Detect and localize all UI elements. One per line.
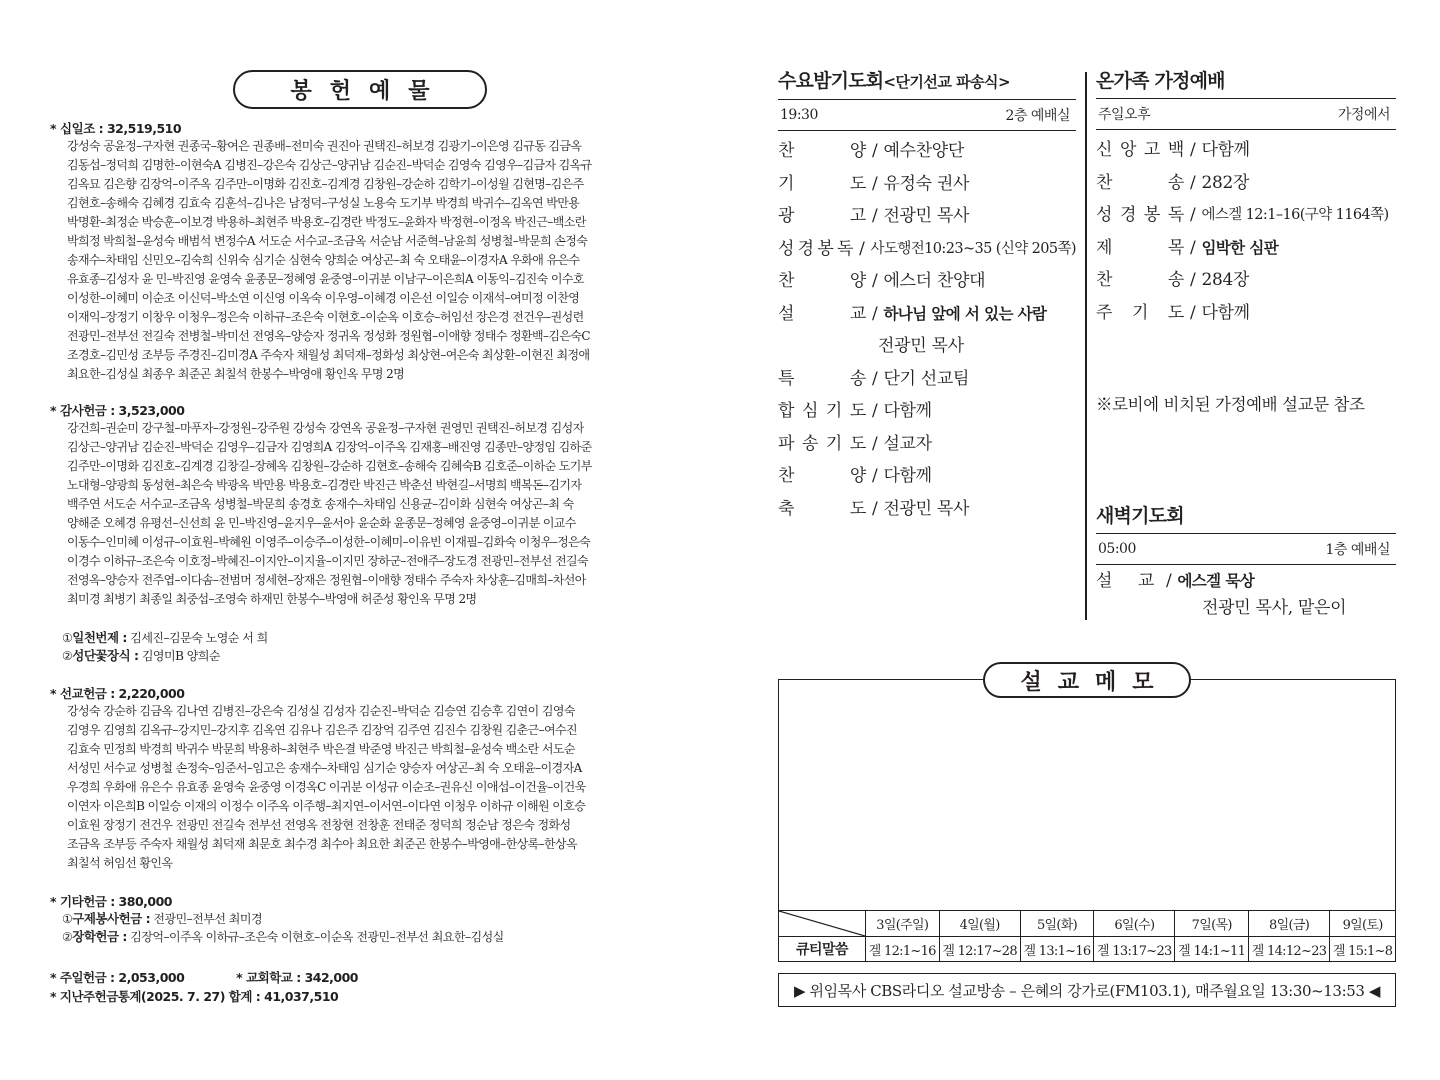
name-line: 조경호–김민성 조부등 주경진–김미경A 주숙자 채월성 최덕재–정화성 최상현–여은숙 최상환–이현진 최정애 — [67, 348, 590, 362]
name-line: 김옥묘 김은향 김장억–이주옥 김주만–이명화 김진호–김계경 김창원–강순하 김학기–이성월 김현명–김은주 — [67, 177, 584, 191]
item-number: ② — [62, 930, 73, 944]
thanks-section — [50, 402, 660, 609]
tithe-heading: 십일조 : 32,519,510 — [60, 121, 182, 136]
name-line: 김효숙 민정희 박경희 박귀수 박문희 박용하–최현주 박은결 박준영 박진근 박희철–윤성숙 백소란 서도순 — [67, 742, 575, 756]
order-label: 합 심 기 도 — [778, 401, 866, 421]
name-line: 김동섭–정덕희 김명한–이현숙A 김병진–강은숙 김상근–양귀남 김순진–박덕순 김영숙 김영우–김금자 김옥규 — [67, 158, 592, 172]
sub-offering-names: 전광민–전부선 최미경 — [150, 912, 263, 926]
offering-stats — [50, 968, 660, 1006]
order-label: 신 앙 고 백 — [1096, 140, 1184, 160]
sub-offering-label: 일천번제 : — [72, 630, 127, 645]
order-label: 축 도 — [778, 498, 866, 519]
dawn-label: 설 교 — [1096, 571, 1154, 591]
order-value: 예수찬양단 — [883, 141, 965, 161]
qt-day: 6일(수) — [1094, 911, 1175, 937]
dawn-time: 05:00 — [1098, 541, 1136, 557]
name-line: 노대형–양광희 동성현–최은숙 박광옥 박만용 박용호–김경란 박진근 박춘선 박현길–서명희 백복돈–김기자 — [67, 478, 582, 492]
name-line: 김주만–이명화 김진호–김계경 김창길–장혜옥 김창원–강순하 김현호–송해숙 김혜숙B 김호준–이하순 도기부 — [67, 459, 592, 473]
dawn-place: 1층 예배실 — [1325, 542, 1390, 558]
order-value: 설교자 — [883, 433, 932, 454]
order-label: 제 목 — [1096, 237, 1184, 258]
qt-day: 7일(목) — [1175, 911, 1249, 937]
family-place: 가정에서 — [1337, 107, 1390, 123]
order-value: 유정숙 권사 — [883, 173, 970, 194]
name-line: 강성숙 공윤정–구자현 권종국–황여은 권종배–전미숙 권진아 권택진–허보경 김광기–이은영 김규동 김금옥 — [67, 139, 582, 153]
order-value: 에스겔 12:1–16(구약 1164쪽) — [1201, 207, 1389, 223]
tithe-section — [50, 120, 660, 384]
school-offering: 교회학교 : 342,000 — [246, 970, 358, 985]
order-item: 광 고 / 전광민 목사 — [778, 200, 1076, 233]
mission-names — [50, 702, 660, 873]
name-line: 조금옥 조부등 주숙자 채월성 최덕재 최문호 최수경 최수아 최요한 최준곤 한봉수–박영애–한상록–한상옥 — [67, 837, 578, 851]
name-line: 송재수–차태임 신민오–김숙희 신위숙 심기순 심현숙 양희순 여상곤–최 숙 오태윤–이경자A 우화애 유은수 — [67, 253, 580, 267]
order-value: 282장 — [1201, 172, 1250, 193]
order-label: 주 기 도 — [1096, 302, 1184, 323]
qt-verse: 겔 15:1~8 — [1330, 937, 1396, 962]
qt-verse: 겔 12:1~16 — [866, 937, 940, 962]
name-line: 유효종–김성자 윤 민–박진영 윤영숙 윤종문–정혜영 윤중영–이귀분 이남구–이은희A 이동익–김진숙 이수호 — [67, 272, 584, 286]
order-item: 찬 양 / 에스더 찬양대 — [778, 265, 1076, 298]
name-line: 박명환–최정순 박승훈–이보경 박용하–최현주 박용호–김경란 박정도–윤화자 박정현–이정옥 박진근–백소란 — [67, 215, 586, 229]
name-line: 김상근–양귀남 김순진–박덕순 김영우–김금자 김영희A 김장억–이주옥 김재홍–배진영 김종만–양정임 김하준 — [67, 440, 592, 454]
star-icon: * — [50, 121, 57, 136]
sub-offering-label: 성단꽃장식 : — [72, 648, 139, 663]
item-number: ① — [62, 631, 73, 645]
star-icon: * — [236, 970, 243, 985]
name-line: 최칠석 허임선 황인옥 — [67, 856, 173, 870]
star-icon: * — [50, 686, 57, 701]
special-section — [50, 629, 660, 665]
sub-offering-names: 김세진–김문숙 노영순 서 희 — [126, 631, 268, 645]
item-number: ② — [62, 649, 73, 663]
order-label: 특 송 — [778, 368, 866, 389]
qt-verse: 겔 12:17~28 — [939, 937, 1020, 962]
offering-title: 봉헌예물 — [233, 70, 487, 109]
dawn-service: 새벽기도회 05:00 1층 예배실 설 교 / 에스겔 묵상 전광민 목사, 맡은이 — [1096, 503, 1396, 621]
qt-day: 3일(주일) — [866, 911, 940, 937]
wednesday-service — [778, 68, 1076, 525]
order-value: 다함께 — [1201, 140, 1250, 160]
name-line: 전광민–전부선 전길숙 전병철–박미선 전영옥–양승자 정귀옥 정성화 정원협–이애향 정태수 정환백–김은숙C — [67, 329, 590, 343]
name-line: 김현호–송해숙 김혜경 김효숙 김훈석–김나은 남정덕–구성실 노용숙 도기부 박경희 박귀수–김옥연 박만용 — [67, 196, 580, 210]
order-value: 하나님 앞에 서 있는 사람 — [883, 304, 1047, 323]
order-item: 신 앙 고 백 / 다함께 — [1096, 134, 1396, 167]
family-service — [1096, 68, 1396, 415]
order-label: 성 경 봉 독 — [778, 238, 854, 259]
offering-total: 지난주헌금통계(2025. 7. 27) 합계 : 41,037,510 — [59, 989, 339, 1004]
order-label: 파 송 기 도 — [778, 433, 866, 454]
star-icon: * — [50, 989, 57, 1004]
other-heading: 기타헌금 : 380,000 — [60, 894, 172, 909]
dawn-topic: 에스겔 묵상 — [1177, 572, 1255, 590]
order-label: 기 도 — [778, 173, 866, 194]
qt-table — [778, 910, 1396, 962]
qt-verse: 겔 14:1~11 — [1175, 937, 1249, 962]
name-line: 김영우 김영희 김옥규–강지민–강지후 김옥연 김유나 김은주 김장억 김주연 김진수 김창원 김춘근–여수진 — [67, 723, 578, 737]
sub-offering-line — [62, 910, 660, 928]
star-icon: * — [50, 970, 57, 985]
order-item: 성 경 봉 독 / 에스겔 12:1–16(구약 1164쪽) — [1096, 199, 1396, 232]
other-section — [50, 893, 660, 946]
order-item: 제 목 / 임박한 심판 — [1096, 232, 1396, 265]
qt-day: 8일(금) — [1248, 911, 1329, 937]
name-line: 이재익–장정기 이창우 이청우–정은숙 이하규–조은숙 이현호–이순옥 이호승–허임선 장은경 전건우–권성련 — [67, 310, 584, 324]
mission-section — [50, 685, 660, 873]
order-item: 찬 양 / 다함께 — [778, 460, 1076, 493]
order-value: 다함께 — [883, 401, 932, 421]
star-icon: * — [50, 403, 57, 418]
order-label: 설 교 — [778, 303, 866, 324]
name-line: 박희정 박희철–윤성숙 배범석 변정수A 서도순 서수교–조금옥 서순남 서준혁–남윤희 성병철–박문희 손정숙 — [67, 234, 588, 248]
item-number: ① — [62, 912, 73, 926]
order-value: 다함께 — [883, 466, 932, 486]
diagonal-line-icon — [779, 911, 865, 936]
qt-verse: 겔 13:1~16 — [1020, 937, 1094, 962]
wednesday-subtitle: <단기선교 파송식> — [883, 73, 1011, 91]
sub-offering-label: 구제봉사헌금 : — [72, 911, 151, 926]
order-value: 전광민 목사 — [883, 498, 970, 519]
qt-corner-cell — [779, 911, 866, 937]
sub-offering-line — [62, 629, 660, 647]
order-label: 찬 양 — [778, 271, 866, 291]
name-line: 최미경 최병기 최종일 최중섭–조영숙 하재민 한봉수–박영애 허준성 황인옥 무명 2명 — [67, 592, 477, 606]
order-item: 기 도 / 유정숙 권사 — [778, 168, 1076, 201]
mission-heading: 선교헌금 : 2,220,000 — [60, 686, 185, 701]
order-item: 파 송 기 도 / 설교자 — [778, 428, 1076, 461]
name-line: 이경수 이하규–조은숙 이호정–박혜진–이지안–이지율–이지민 장하군–전애주–장도경 전광민–전부선 전길숙 — [67, 554, 588, 568]
name-line: 양해준 오혜경 유평선–신선희 윤 민–박진영–윤지우–윤서아 윤순화 윤종문–정혜영 윤중영–이귀분 이교수 — [67, 516, 576, 530]
wednesday-title: 수요밤기도회 — [778, 70, 884, 92]
order-value: 전광민 목사 — [883, 206, 970, 226]
order-value: 단기 선교팀 — [883, 368, 970, 389]
name-line: 강성숙 강순하 김금옥 김나연 김병진–강은숙 김성실 김성자 김순진–박덕순 김승연 김승후 김연이 김영숙 — [67, 704, 575, 718]
order-value: 284장 — [1201, 270, 1250, 290]
thanks-names — [50, 419, 660, 609]
family-time: 주일오후 — [1098, 107, 1151, 123]
dawn-preachers: 전광민 목사, 맡은이 — [1202, 598, 1347, 618]
order-item: 합 심 기 도 / 다함께 — [778, 395, 1076, 428]
order-value: 임박한 심판 — [1201, 238, 1279, 257]
name-line: 이효원 장정기 전건우 전광민 전길숙 전부선 전영옥 전창현 전창훈 전태준 정덕희 정순남 정은숙 정화성 — [67, 818, 571, 832]
order-label: 찬 양 — [778, 141, 866, 161]
sunday-offering: 주일헌금 : 2,053,000 — [59, 970, 185, 985]
wednesday-place: 2층 예배실 — [1005, 108, 1070, 124]
family-title: 온가족 가정예배 — [1096, 70, 1225, 92]
dawn-title: 새벽기도회 — [1096, 505, 1184, 527]
name-line: 서성민 서수교 성병철 손정숙–임준서–임고은 송재수–차태임 심기순 양승자 여상곤–최 숙 오태윤–이경자A — [67, 761, 582, 775]
sub-offering-line — [62, 647, 660, 665]
order-label: 광 고 — [778, 206, 866, 226]
order-label: 찬 송 — [1096, 270, 1184, 290]
order-label: 찬 송 — [1096, 172, 1184, 193]
name-line: 이동수–인미혜 이성규–이효원–박혜원 이영주–이승주–이성한–이혜미–이유빈 이재필–김화숙 이청우–정은숙 — [67, 535, 591, 549]
order-item: 찬 양 / 예수찬양단 — [778, 135, 1076, 168]
qt-row-label: 큐티말씀 — [779, 937, 866, 962]
order-item: 성 경 봉 독 / 사도행전10:23~35 (신약 205쪽) — [778, 233, 1076, 266]
name-line: 백주연 서도순 서수교–조금옥 성병철–박문희 송경호 송재수–차태임 신용균–김이화 심현숙 여상곤–최 숙 — [67, 497, 574, 511]
order-value: 사도행전10:23~35 (신약 205쪽) — [870, 240, 1076, 257]
family-note: ※로비에 비치된 가정예배 설교문 참조 — [1096, 395, 1365, 414]
name-line: 우경희 우화애 유은수 유효종 윤영숙 윤중영 이경옥C 이귀분 이성규 이순조–권유신 이애섭–이건율–이건욱 — [67, 780, 586, 794]
sub-offering-line — [62, 928, 660, 946]
sub-offering-names: 김영미B 양희순 — [138, 649, 220, 663]
order-label: 찬 양 — [778, 466, 866, 486]
sub-offering-label: 장학헌금 : — [72, 929, 127, 944]
order-item: 특 송 / 단기 선교팀 — [778, 363, 1076, 396]
qt-day: 4일(월) — [939, 911, 1020, 937]
qt-day: 5일(화) — [1020, 911, 1094, 937]
order-label: 성 경 봉 독 — [1096, 205, 1184, 225]
column-divider — [1085, 72, 1087, 620]
order-item: 찬 송 / 284장 — [1096, 264, 1396, 297]
qt-verse: 겔 13:17~23 — [1094, 937, 1175, 962]
wednesday-time: 19:30 — [780, 107, 818, 123]
order-item: 설 교 / 하나님 앞에 서 있는 사람 — [778, 298, 1076, 331]
order-item: 축 도 / 전광민 목사 — [778, 493, 1076, 526]
name-line: 강건희–권순미 강구철–마푸자–강정원–강주원 강성숙 강연옥 공윤정–구자현 권영민 권택진–허보경 김성자 — [67, 421, 584, 435]
order-value: 에스더 찬양대 — [883, 271, 986, 291]
name-line: 전영옥–양승자 전주엽–이다솜–전범머 정세현–장재은 정원협–이애향 정태수 주숙자 차상훈–김매희–차선아 — [67, 573, 586, 587]
radio-broadcast-banner: ▶ 위임목사 CBS라디오 설교방송 – 은혜의 강가로(FM103.1), 매주월요일 13:30~13:53 ◀ — [778, 973, 1396, 1007]
sermon-memo-title: 설교메모 — [983, 662, 1191, 698]
sub-offering-names: 김장억–이주옥 이하규–조은숙 이현호–이순옥 전광민–전부선 최요한–김성실 — [126, 930, 504, 944]
order-item: 주 기 도 / 다함께 — [1096, 297, 1396, 330]
order-value: 다함께 — [1201, 302, 1250, 323]
star-icon: * — [50, 894, 57, 909]
order-item: 찬 송 / 282장 — [1096, 167, 1396, 200]
name-line: 이성한–이혜미 이순조 이신덕–박소연 이신영 이옥숙 이우영–이혜경 이은선 이일승 이재석–여미정 이찬영 — [67, 291, 580, 305]
tithe-names — [50, 137, 660, 384]
name-line: 이연자 이은희B 이일승 이재의 이정수 이주옥 이주행–최지연–이서연–이다연 이청우 이하규 이해원 이호승 — [67, 799, 586, 813]
thanks-heading: 감사헌금 : 3,523,000 — [60, 403, 185, 418]
name-line: 최요한–김성실 최종우 최준곤 최칠석 한봉수–박영애 황인옥 무명 2명 — [67, 367, 405, 381]
preacher-line: 전광민 목사 — [878, 336, 964, 356]
qt-day: 9일(토) — [1330, 911, 1396, 937]
qt-verse: 겔 14:12~23 — [1248, 937, 1329, 962]
